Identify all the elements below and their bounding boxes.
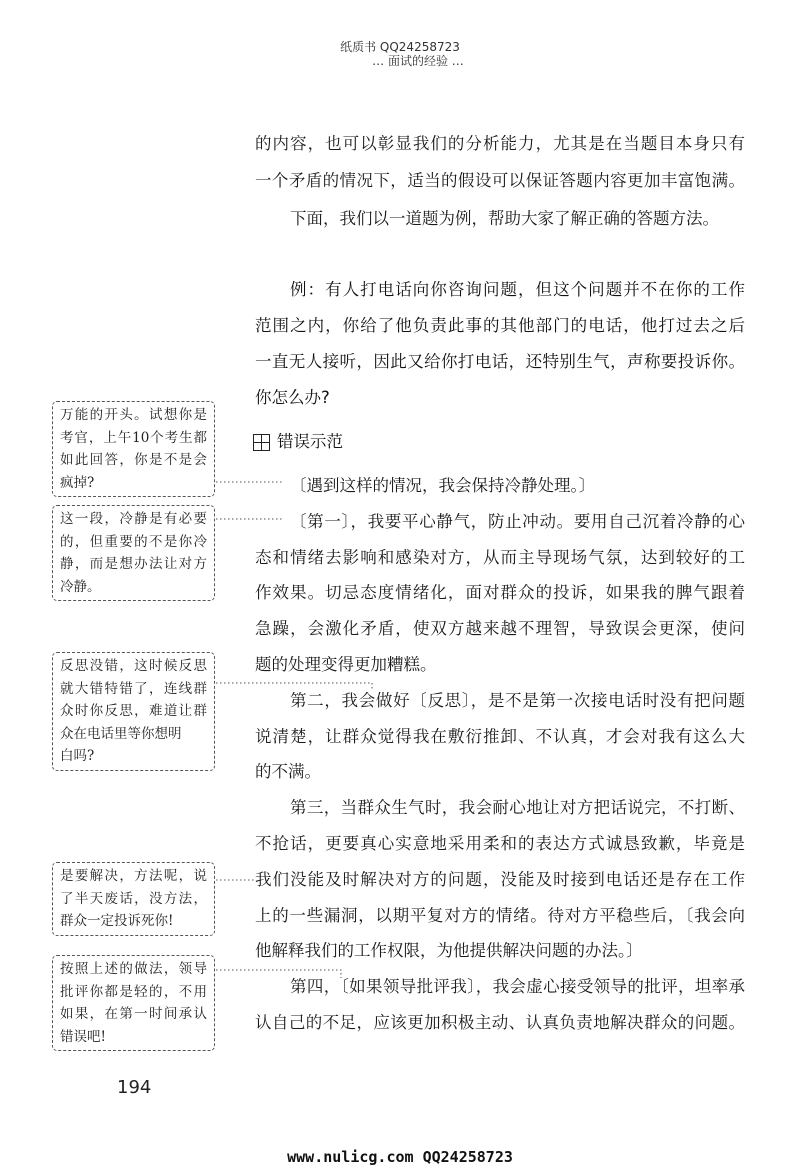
margin-note [52, 862, 215, 936]
header-watermark: 纸质书 QQ24258723 [340, 40, 460, 54]
margin-note [52, 652, 215, 771]
text-line: 例：有人打电话向你咨询问题，但这个问题并不在你的工作 [290, 280, 745, 299]
note-line: 是要解决，方法呢，说 [60, 868, 207, 884]
note-line: 批评你都是轻的，不用 [60, 983, 207, 1000]
answer-opening: 〔遇到这样的情况，我会保持冷静处理。〕 [290, 476, 596, 495]
text-line: 作效果。切忌态度情绪化，面对群众的投诉，如果我的脾气跟着 [255, 583, 745, 603]
note-line: 疯掉? [60, 474, 95, 491]
note-line: 万能的开头。试想你是 [60, 407, 207, 423]
text-line: 说清楚，让群众觉得我在敷衍推卸、不认真，才会对我有这么大 [255, 726, 745, 746]
text-line: 态和情绪去影响和感染对方，从而主导现场气氛，达到较好的工 [255, 547, 745, 567]
note-line: 的，但重要的不是你冷 [60, 533, 207, 550]
text-line: 的不满。 [255, 762, 321, 782]
running-title: … 面试的经验 … [372, 54, 464, 68]
footer-watermark: www.nulicg.com QQ24258723 [287, 1148, 513, 1166]
text-line: 我们没能及时解决对方的问题，没能及时接到电话还是存在工作 [255, 869, 745, 889]
sample-answer [255, 468, 745, 1041]
text-line: 认自己的不足，应该更加积极主动、认真负责地解决群众的问题。 [255, 1012, 745, 1032]
text-line: 第三，当群众生气时，我会耐心地让对方把话说完，不打断、 [290, 798, 745, 818]
note-line: 考官，上午10个考生都 [60, 429, 207, 446]
note-line: 按照上述的做法，领导 [60, 961, 207, 977]
note-line: 如果，在第一时间承认 [60, 1006, 207, 1022]
example-question [255, 272, 745, 416]
note-line: 反思没错，这时候反思 [60, 658, 207, 674]
margin-note [52, 505, 215, 601]
note-line: 众在电话里等你想明 [60, 725, 182, 742]
note-line: 这一段，冷静是有必要 [60, 511, 207, 527]
text-line: 的内容，也可以彰显我们的分析能力，尤其是在当题目本身只有 [255, 134, 745, 153]
margin-note [52, 955, 215, 1051]
lead-in-paragraph [255, 200, 745, 237]
note-line: 静，而是想办法让对方 [60, 556, 207, 572]
note-line: 白吗? [60, 748, 95, 764]
text-line: 上的一些漏洞，以期平复对方的情绪。待对方平稳些后，〔我会向 [255, 905, 745, 925]
note-line: 众时你反思，难道让群 [60, 703, 207, 719]
text-line: 他解释我们的工作权限，为他提供解决问题的办法。〕 [255, 941, 643, 961]
text-line: 范围之内，你给了他负责此事的其他部门的电话，他打过去之后 [255, 316, 745, 335]
text-line: 〔第一〕，我要平心静气，防止冲动。要用自己沉着冷静的心 [290, 511, 745, 531]
text-line: 题的处理变得更加糟糕。 [255, 654, 437, 674]
intro-paragraph [255, 125, 745, 199]
text-line: 一直无人接听，因此又给你打电话，还特别生气，声称要投诉你。 [255, 352, 745, 371]
note-line: 了半天废话，没方法， [60, 890, 207, 907]
note-line: 群众一定投诉死你! [60, 913, 174, 929]
text-line: 一个矛盾的情况下，适当的假设可以保证答题内容更加丰富饱满。 [255, 171, 745, 190]
margin-note [52, 401, 215, 497]
note-line: 就大错特错了，连线群 [60, 680, 207, 697]
note-line: 错误吧! [60, 1028, 106, 1045]
text-line: 你怎么办? [255, 388, 330, 407]
text-line: 不抢话，更要真心实意地采用柔和的表达方式诚恳致歉，毕竟是 [255, 833, 745, 853]
page-number: 194 [117, 1077, 152, 1098]
text-line: 第二，我会做好〔反思〕，是不是第一次接电话时没有把问题 [290, 690, 745, 710]
note-line: 冷静。 [60, 578, 101, 595]
text-line: 下面，我们以一道题为例，帮助大家了解正确的答题方法。 [290, 209, 719, 228]
text-line: 急躁，会激化矛盾，使双方越来越不理智，导致误会更深，使问 [255, 619, 745, 639]
section-title: 错误示范 [277, 432, 343, 451]
note-line: 如此回答，你是不是会 [60, 452, 207, 468]
text-line: 第四，〔如果领导批评我〕，我会虚心接受领导的批评，坦率承 [290, 977, 745, 997]
section-marker-icon [253, 434, 270, 451]
